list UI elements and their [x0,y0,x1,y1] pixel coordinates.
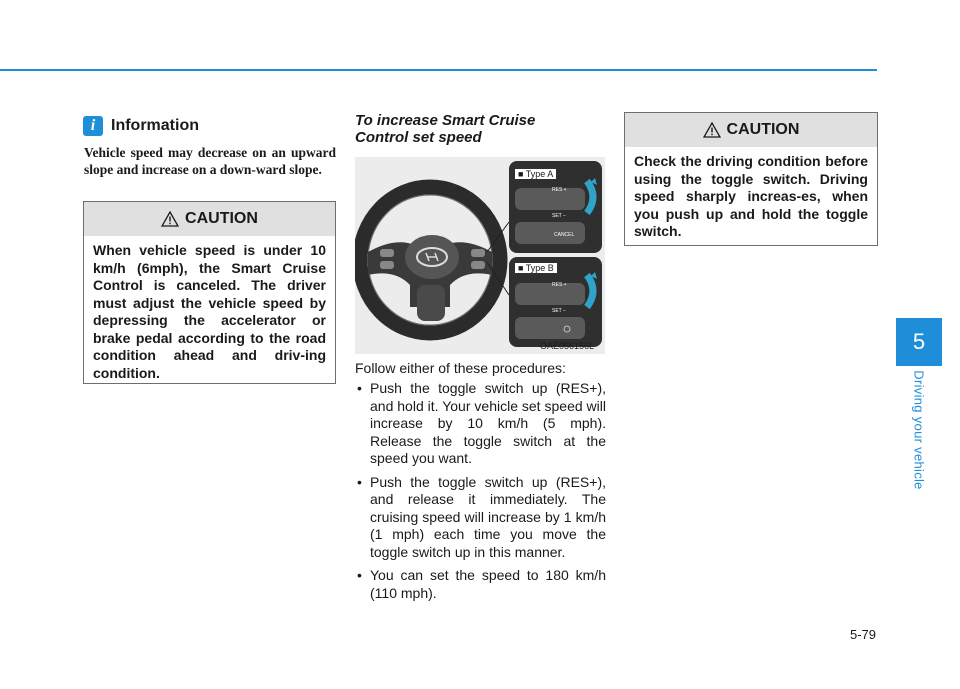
caution-header [625,113,877,147]
list-item: • You can set the speed to 180 km/h (110 mph). [355,567,606,602]
res-label-b: RES + [552,282,567,288]
chapter-title-vertical: Driving your vehicle [911,370,927,490]
section-title-line2: Control set speed [355,129,482,146]
information-heading [83,116,199,136]
cancel-label: CANCEL [554,232,575,238]
list-item: • Push the toggle switch up (RES+), and release it immediately. The cruising speed will increase by 1 km/h (1 mph) each time you move the toggle switch up in this manner. [355,474,606,562]
caution-title: CAUTION [185,210,258,227]
caution-header [84,202,335,236]
type-a-label: ■ Type A [515,169,556,179]
section-title [355,112,595,146]
set-label-b: SET − [552,308,566,314]
caution-text: Check the driving condition before using the toggle switch. Driving speed sharply increas-es, when you push up and hold the toggle switch. [634,153,868,239]
list-item: • Push the toggle switch up (RES+), and hold it. Your vehicle set speed will increase by 10 km/h (5 mph). Release the toggle switch at the speed you want. [355,380,606,468]
information-icon: i [83,116,103,136]
res-label-a: RES + [552,187,567,193]
steering-wheel-illustration [355,157,605,354]
information-text: Vehicle speed may decrease on an upward slope and increase on a down-ward slope. [84,145,336,177]
caution-box-toggle [624,112,878,246]
information-title: Information [111,117,199,134]
chapter-number-tab: 5 [896,318,942,366]
header-rule [0,69,877,71]
warning-triangle-icon [161,211,179,227]
warning-triangle-icon [703,122,721,138]
steering-wheel-figure [355,157,605,354]
figure-code: OAE056156L [540,341,595,351]
caution-title: CAUTION [726,121,800,138]
caution-text: When vehicle speed is under 10 km/h (6mph), the Smart Cruise Control is canceled. The driver must adjust the vehicle speed by depressing the accelerator or brake pedal according to the road condition ahead and driv-ing condition. [93,242,326,381]
type-b-label: ■ Type B [515,263,557,273]
caution-box-speed [83,201,336,384]
procedure-intro: Follow either of these procedures: [355,360,566,376]
set-label-a: SET − [552,213,566,219]
section-title-line1: To increase Smart Cruise [355,112,536,129]
procedure-list [355,380,606,608]
page-number: 5-79 [849,627,876,642]
